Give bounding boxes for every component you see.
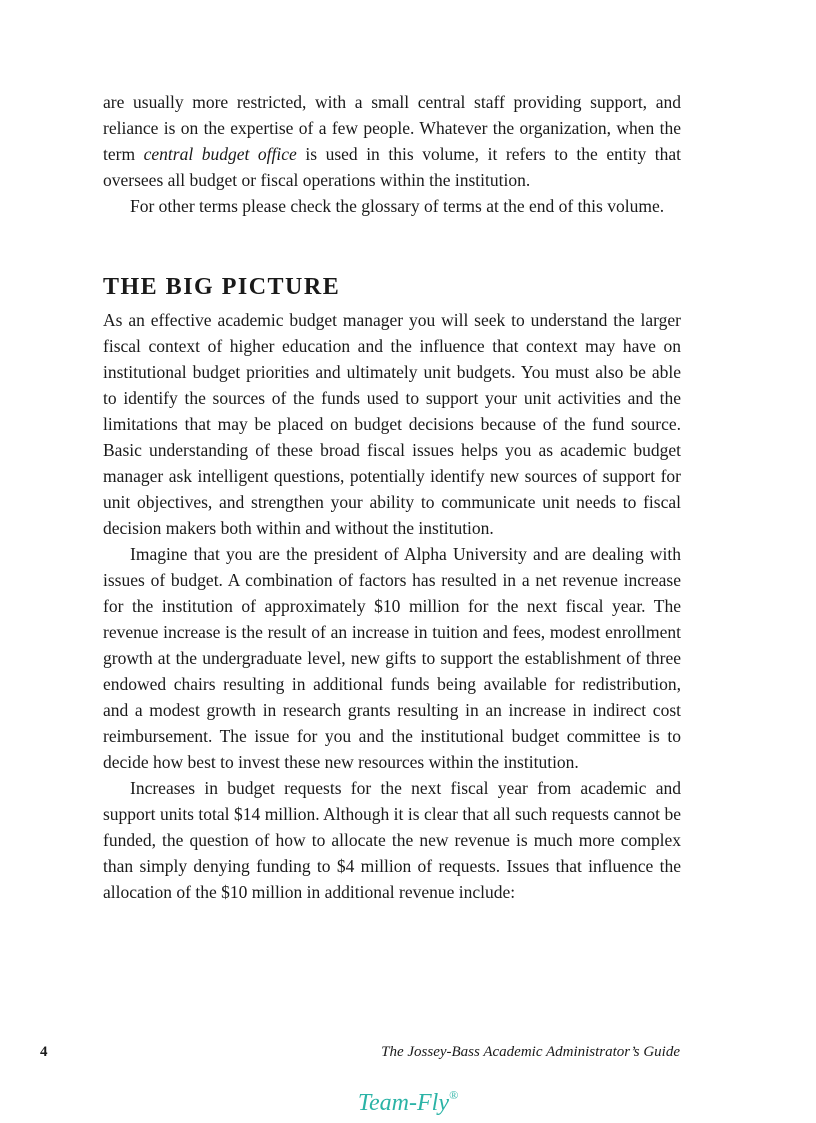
paragraph-budget-requests: Increases in budget requests for the next fiscal year from academic and support units total $14 million. Although it is clear that all such requests cannot be funded, the question of how to allocate the new revenue is much more complex than simply denying funding to $4 million of requests. Issues that influence the allocation of the $10 million in additional revenue include: [103, 778, 681, 902]
page-body [103, 89, 681, 905]
running-footer-title: The Jossey-Bass Academic Administrator’s Guide [381, 1044, 680, 1060]
team-fly-watermark[interactable] [0, 1088, 816, 1117]
section-heading: THE BIG PICTURE [103, 274, 341, 300]
paragraph-alpha-university: Imagine that you are the president of Alpha University and are dealing with issues of budget. A combination of factors has resulted in a net revenue increase for the institution of approximately $10 million for the next fiscal year. The revenue increase is the result of an increase in tuition and fees, modest enrollment growth at the undergraduate level, new gifts to support the establishment of three endowed chairs resulting in additional funds being available for redistribution, and a modest growth in research grants resulting in an increase in indirect cost reimbursement. The issue for you and the institutional budget committee is to decide how best to invest these new resources within the institution. [103, 544, 681, 772]
paragraph-continued [103, 89, 681, 193]
page-number: 4 [40, 1044, 48, 1060]
paragraph-glossary-note: For other terms please check the glossary of terms at the end of this volume. [130, 196, 665, 216]
text-run: is used in this volume, it refers to the entity that oversees all budget or fiscal operations within the institution. [103, 144, 681, 190]
watermark-text: Team-Fly [357, 1090, 449, 1116]
registered-mark: ® [448, 1088, 459, 1102]
emphasized-term: central budget office [143, 144, 297, 164]
text-run: are usually more restricted, with a small central staff providing support, and reliance is on the expertise of a few people. Whatever the organization, when the term [103, 92, 681, 164]
paragraph-big-picture: As an effective academic budget manager you will seek to understand the larger fiscal context of higher education and the influence that context may have on institutional budget priorities and ultimately unit budgets. You must also be able to identify the sources of the funds used to support your unit activities and the limitations that may be placed on budget decisions because of the fund source. Basic understanding of these broad fiscal issues helps you as academic budget manager ask intelligent questions, potentially identify new sources of support for unit objectives, and strengthen your ability to communicate unit needs to fiscal decision makers both within and without the institution. [103, 310, 681, 538]
